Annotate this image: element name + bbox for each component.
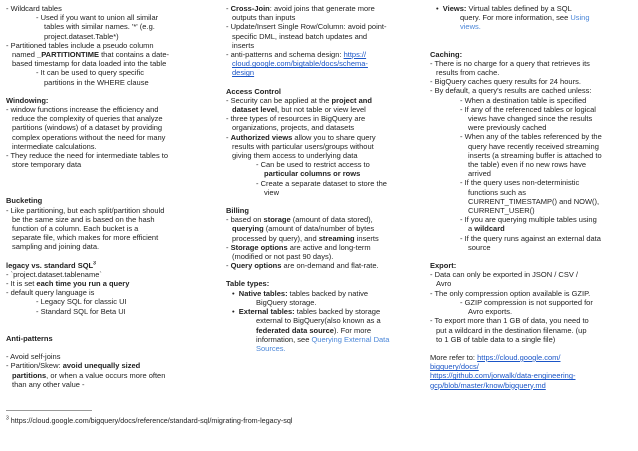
text-line: - `project.dataset.tablename`: [6, 269, 102, 279]
section-heading-export: Export:: [430, 261, 457, 271]
text-line: complex operations without the need for many: [12, 132, 166, 142]
text-line: functions such as: [468, 187, 526, 197]
text-line: - There is no charge for a query that retrieves its: [430, 58, 590, 68]
section-heading-table-types: Table types:: [226, 279, 270, 289]
footnote-divider: [6, 410, 92, 411]
legacy-title: legacy vs. standard SQL: [6, 260, 94, 270]
text-line: - Authorized views allow you to share query: [226, 132, 376, 142]
text-line: query have recently received streaming: [468, 141, 599, 151]
text-line: • External tables: tables backed by storage: [232, 307, 381, 317]
text-line: a wildcard: [468, 224, 505, 234]
column-right: [430, 4, 632, 390]
text-line: organizations, projects, and datasets: [232, 123, 355, 133]
text-line: tables with similar names. '*' (e.g.: [44, 22, 155, 32]
text-line: [226, 59, 416, 68]
text-line: source: [468, 242, 491, 252]
text-line: - anti-patterns and schema design: https://: [226, 50, 367, 60]
text-line: based timestamp for data loaded into the table: [12, 59, 167, 69]
text-line: view: [264, 187, 280, 197]
partitions-rest: , or when a value occurs more often: [46, 370, 166, 380]
column-middle: [226, 4, 416, 353]
text-line: [6, 50, 211, 59]
text-line: query. For more information, see Using: [460, 13, 590, 23]
section-heading-access-control: Access Control: [226, 86, 282, 96]
text-line: - based on storage (amount of data stored),: [226, 215, 373, 225]
text-line: dataset level, but not table or view level: [232, 105, 366, 115]
footnote: [6, 416, 292, 425]
github-link-end[interactable]: gcp/blob/master/know/bigquery.md: [430, 380, 546, 390]
querying-term: querying: [232, 224, 264, 234]
text-line: - default query language is: [6, 288, 95, 298]
external-tables-term: External tables:: [238, 307, 295, 317]
text-line: than any other value -: [12, 379, 85, 389]
footnote-text: https://cloud.google.com/bigquery/docs/reference/standard-sql/migrating-from-legacy-sql: [8, 416, 293, 425]
text-line: • Native tables: tables backed by native: [232, 288, 369, 298]
text-line: - three types of resources in BigQuery are: [226, 114, 366, 124]
text-line: - If the query runs against an external data: [460, 233, 601, 243]
bigquery-docs-link[interactable]: https://cloud.google.com/: [477, 352, 561, 362]
query-options-term: Query options: [230, 261, 282, 271]
text-line: partitions in the WHERE clause: [44, 77, 149, 87]
text-line: BigQuery storage.: [256, 297, 317, 307]
text-line: - Query options are on-demand and flat-rate.: [226, 261, 379, 271]
text-line: [6, 371, 211, 380]
text-line: - The only compression option available is GZIP.: [430, 288, 591, 298]
text-line: project.dataset.Table*): [44, 31, 119, 41]
schema-design-link-cont[interactable]: cloud.google.com/bigtable/docs/schema-: [232, 59, 368, 69]
text-line: were previously cached: [468, 123, 547, 133]
text-line: to 1 GB of table data to a single file): [436, 334, 556, 344]
storage-term: storage: [263, 215, 291, 225]
views-term: Views:: [442, 4, 467, 13]
section-heading-windowing: Windowing:: [6, 95, 49, 105]
footnote-number: 3: [6, 415, 9, 422]
text-line: • Views: Virtual tables defined by a SQL: [436, 4, 572, 13]
authorized-views-term: Authorized views: [230, 132, 293, 142]
text-line: - Avoid self-joins: [6, 352, 61, 362]
crossjoin-term: Cross-Join: [230, 4, 270, 13]
text-line: [430, 371, 632, 380]
section-heading-bucketing: Bucketing: [6, 196, 43, 206]
text-line: - Used if you want to union all similar: [36, 13, 159, 23]
text-line: - They reduce the need for intermediate tables to: [6, 151, 169, 161]
text-line: put a wildcard in the destination filename. (up: [436, 325, 587, 335]
text-line: - Data can only be exported in JSON / CSV /: [430, 270, 578, 280]
text-line: - Partitioned tables include a pseudo column: [6, 40, 154, 50]
text-line: - BigQuery caches query results for 24 hours.: [430, 77, 581, 87]
section-heading-caching: Caching:: [430, 49, 463, 59]
text-line: specific DML, instead batch updates and: [232, 31, 368, 41]
text-line: - If the query uses non-deterministic: [460, 178, 580, 188]
schema-design-link[interactable]: https://: [343, 50, 367, 60]
text-line: intermediate calculations.: [12, 141, 97, 151]
text-line: - To export more than 1 GB of data, you need to: [430, 316, 589, 326]
bigquery-docs-link-end[interactable]: bigquery/docs/: [430, 362, 479, 372]
text-line: [6, 279, 211, 288]
wildcard-prefix: a: [468, 224, 475, 234]
legacy-set-prefix: - It is set: [6, 279, 37, 289]
text-line: - By default, a query's results are cached unless:: [430, 86, 592, 96]
text-line: CURRENT_TIMESTAMP() and NOW(),: [468, 196, 600, 206]
text-line: - If any of the referenced tables or logical: [460, 104, 596, 114]
access-bold-2: dataset level: [232, 105, 278, 115]
text-line: More refer to: https://cloud.google.com/: [430, 352, 561, 362]
using-views-link-end[interactable]: views.: [460, 22, 481, 32]
footnote-ref: 3: [93, 260, 96, 267]
storage-options-term: Storage options: [230, 242, 288, 252]
partitions-bold: partitions: [12, 370, 47, 380]
text-line: - Standard SQL for Beta UI: [36, 306, 126, 316]
text-line: - Wildcard tables: [6, 4, 62, 13]
text-line: - Legacy SQL for classic UI: [36, 297, 127, 307]
partitiontime-label: named: [12, 50, 38, 60]
text-line: [6, 361, 211, 370]
access-bold-1: project and: [331, 95, 372, 105]
text-line: external to BigQuery(also known as a: [256, 316, 381, 326]
text-line: reduce the complexity of queries that analyze: [12, 114, 163, 124]
text-line: - Can be used to restrict access to: [256, 160, 370, 170]
skew-prefix: - Partition/Skew:: [6, 361, 63, 371]
text-line: - Security can be applied at the project and: [226, 95, 372, 105]
github-link[interactable]: https://github.com/jorwalk/data-engineering-: [430, 371, 576, 381]
text-line: (modified or not past 90 days).: [232, 252, 334, 262]
text-line: federated data source). For more: [256, 325, 372, 335]
text-line: - GZIP compression is not supported for: [460, 297, 593, 307]
text-line: - Create a separate dataset to store the: [256, 178, 387, 188]
text-line: outputs than inputs: [232, 13, 296, 23]
column-left: [6, 4, 211, 389]
text-line: giving them access to underlying data: [232, 151, 358, 161]
text-line: - Like partitioning, but each split/partition should: [6, 205, 165, 215]
querying-external-link-end[interactable]: Sources.: [256, 343, 286, 353]
text-line: arrived: [468, 169, 491, 179]
section-heading-billing: Billing: [226, 206, 249, 216]
text-line: - When a destination table is specified: [460, 95, 587, 105]
text-line: - Storage options are active and long-term: [226, 242, 371, 252]
using-views-link[interactable]: Using: [570, 13, 590, 23]
text-line: inserts: [232, 40, 255, 50]
text-line: function of a column. Each bucket is a: [12, 224, 139, 234]
text-line: particular columns or rows: [264, 169, 361, 179]
text-line: [430, 381, 632, 390]
partitiontime-term: _PARTITIONTIME: [37, 50, 99, 60]
text-line: store temporary data: [12, 160, 82, 170]
text-line: information, see Querying External Data: [256, 334, 390, 344]
federated-term: federated data source: [256, 325, 334, 335]
text-line: [226, 68, 416, 77]
text-line: be the same size and is based on the hash: [12, 214, 155, 224]
text-line: - If you are querying multiple tables using: [460, 215, 597, 225]
legacy-set-bold: each time you run a query: [36, 279, 130, 289]
text-line: querying (amount of data/number of bytes: [232, 224, 375, 234]
streaming-term: streaming: [318, 233, 355, 243]
text-line: results with particular users/groups without: [232, 141, 374, 151]
text-line: - It can be used to query specific: [36, 68, 144, 78]
text-line: - Cross-Join: avoid joins that generate more: [226, 4, 375, 13]
native-tables-term: Native tables:: [238, 288, 288, 298]
text-line: the table) even if no new rows have: [468, 160, 586, 170]
text-line: [430, 22, 632, 31]
text-line: CURRENT_USER(): [468, 206, 535, 216]
text-line: - When any of the tables referenced by the: [460, 132, 602, 142]
text-line: processed by query), and streaming inserts: [232, 233, 379, 243]
text-line: sampling and joining data.: [12, 242, 100, 252]
skew-bold: avoid unequally sized: [62, 361, 141, 371]
text-line: [430, 362, 632, 371]
section-heading-legacy-sql: [6, 261, 211, 270]
schema-design-link-end[interactable]: design: [232, 68, 255, 78]
section-heading-anti-patterns: Anti-patterns: [6, 333, 53, 343]
partitiontime-rest: that contains a date-: [98, 50, 170, 60]
text-line: views have changed since the results: [468, 114, 593, 124]
text-line: [226, 344, 416, 353]
text-line: results from cache.: [436, 68, 500, 78]
text-line: inserts (a streaming buffer is attached to: [468, 150, 602, 160]
text-line: Avro exports.: [468, 307, 513, 317]
text-line: separate file, which makes for more efficient: [12, 233, 159, 243]
text-line: partitions (windows) of a dataset by providing: [12, 123, 163, 133]
querying-external-link[interactable]: Querying External Data: [311, 334, 390, 344]
text-line: - window functions increase the efficiency and: [6, 105, 159, 115]
text-line: - Update/Insert Single Row/Column: avoid point-: [226, 22, 387, 32]
text-line: Avro: [436, 279, 452, 289]
